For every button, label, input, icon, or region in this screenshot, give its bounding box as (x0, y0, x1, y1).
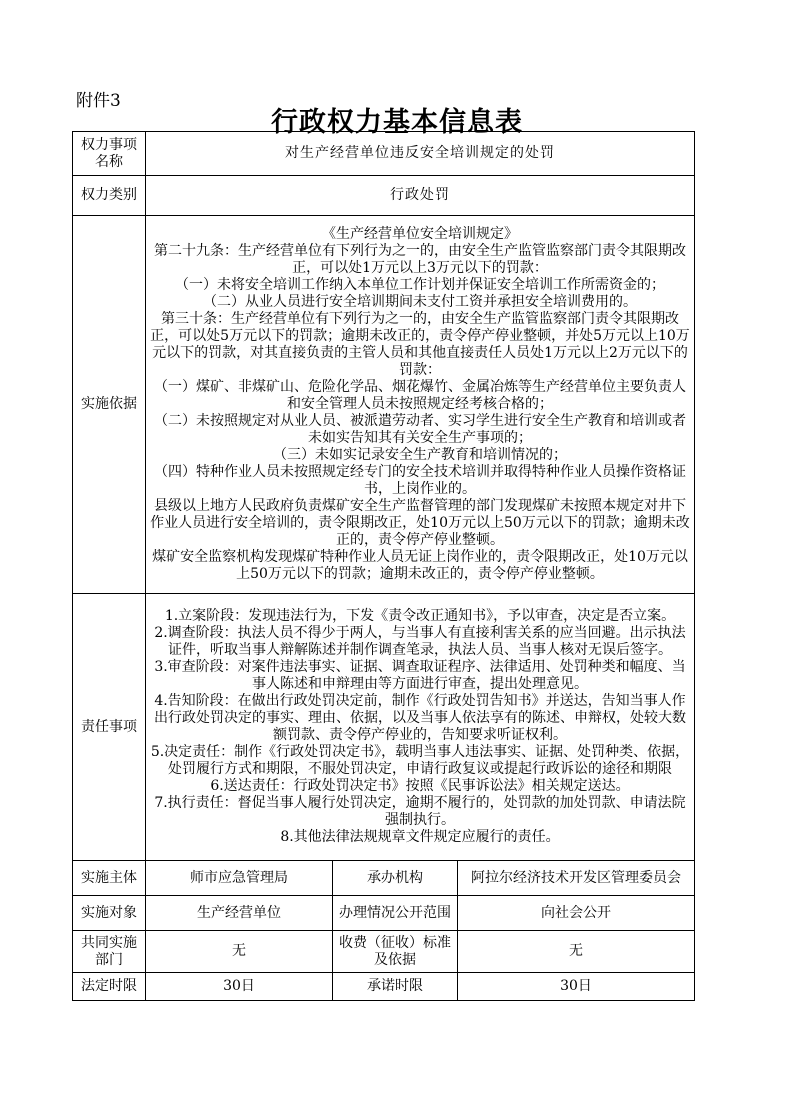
responsibility-paragraph: 1.立案阶段：发现违法行为，下发《责令改正通知书》，予以审查，决定是否立案。 (164, 608, 676, 624)
target-label: 实施对象 (73, 896, 146, 931)
basis-paragraph: 煤矿安全监察机构发现煤矿特种作业人员无证上岗作业的，责令限期改正，处10万元以上50万元以下的罚款；逾期未改正的，责令停产停业整顿。 (152, 549, 688, 582)
row-item-name (73, 132, 695, 176)
row-category (73, 176, 695, 216)
basis-paragraph: （三）未如实记录安全生产教育和培训情况的； (273, 447, 567, 463)
fee-value: 无 (458, 931, 695, 973)
item-name-value: 对生产经营单位违反安全培训规定的处罚 (146, 132, 695, 176)
attachment-label: 附件3 (76, 91, 121, 111)
disclosure-value: 向社会公开 (458, 896, 695, 931)
basis-paragraph: 县级以上地方人民政府负责煤矿安全生产监督管理的部门发现煤矿未按照本规定对井下作业人员进行安全培训的，责令限期改正，处10万元以上50万元以下的罚款；逾期未改正的，责令停产停业整顿。 (150, 498, 690, 548)
responsibility-paragraph: 2.调查阶段：执法人员不得少于两人，与当事人有直接利害关系的应当回避。出示执法证件，听取当事人辩解陈述并制作调查笔录，执法人员、当事人核对无误后签字。 (154, 625, 686, 658)
responsibility-paragraph: 6.送达责任：行政处罚决定书》按照《民事诉讼法》相关规定送达。 (210, 778, 630, 794)
subject-label: 实施主体 (73, 861, 146, 896)
responsibility-label: 责任事项 (73, 594, 146, 861)
agency-label: 承办机构 (333, 861, 458, 896)
row-joint (73, 931, 695, 973)
row-subject (73, 861, 695, 896)
item-name-label: 权力事项名称 (73, 132, 146, 176)
category-label: 权力类别 (73, 176, 146, 216)
basis-paragraph: （二）从业人员进行安全培训期间未支付工资并承担安全培训费用的。 (203, 294, 637, 310)
responsibility-paragraph: 8.其他法律法规规章文件规定应履行的责任。 (280, 829, 560, 845)
info-table (72, 131, 695, 1001)
basis-label: 实施依据 (73, 216, 146, 594)
responsibility-paragraph: 5.决定责任：制作《行政处罚决定书》，载明当事人违法事实、证据、处罚种类、依据，处罚履行方式和期限，不服处罚决定，申请行政复议或提起行政诉讼的途径和期限 (150, 744, 690, 777)
fee-label: 收费（征收）标准及依据 (333, 931, 458, 973)
basis-paragraph: 第三十条：生产经营单位有下列行为之一的，由安全生产监管监察部门责令其限期改正，可以处5万元以下的罚款；逾期未改正的，责令停产停业整顿，并处5万元以上10万元以下的罚款，对其直接负责的主管人员和其他直接责任人员处1万元以上2万元以下的罚款： (150, 311, 690, 378)
basis-paragraph: （一）未将安全培训工作纳入本单位工作计划并保证安全培训工作所需资金的； (175, 277, 665, 293)
promised-time-label: 承诺时限 (333, 973, 458, 1001)
page-title: 行政权力基本信息表 (271, 107, 523, 138)
basis-paragraph: （二）未按照规定对从业人员、被派遣劳动者、实习学生进行安全生产教育和培训或者未如实告知其有关安全生产事项的； (154, 413, 686, 446)
legal-time-label: 法定时限 (73, 973, 146, 1001)
responsibility-paragraph: 4.告知阶段：在做出行政处罚决定前，制作《行政处罚告知书》并送达，告知当事人作出行政处罚决定的事实、理由、依据，以及当事人依法享有的陈述、申辩权，处较大数额罚款、责令停产停业的，告知要求听证权利。 (154, 693, 686, 743)
responsibility-text (146, 594, 695, 861)
responsibility-paragraph: 3.审查阶段：对案件违法事实、证据、调查取证程序、法律适用、处罚种类和幅度、当事人陈述和申辩理由等方面进行审查，提出处理意见。 (154, 659, 686, 692)
disclosure-label: 办理情况公开范围 (333, 896, 458, 931)
joint-value: 无 (146, 931, 333, 973)
legal-time-value: 30日 (146, 973, 333, 1001)
row-time (73, 973, 695, 1001)
row-target (73, 896, 695, 931)
basis-paragraph: 第二十九条：生产经营单位有下列行为之一的，由安全生产监管监察部门责令其限期改正，可以处1万元以上3万元以下的罚款： (154, 243, 686, 276)
target-value: 生产经营单位 (146, 896, 333, 931)
basis-paragraph: 《生产经营单位安全培训规定》 (322, 226, 518, 242)
promised-time-value: 30日 (458, 973, 695, 1001)
category-value: 行政处罚 (146, 176, 695, 216)
row-responsibility (73, 594, 695, 861)
basis-text (146, 216, 695, 594)
responsibility-paragraph: 7.执行责任：督促当事人履行处罚决定，逾期不履行的，处罚款的加处罚款、申请法院强制执行。 (154, 795, 686, 828)
basis-paragraph: （四）特种作业人员未按照规定经专门的安全技术培训并取得特种作业人员操作资格证书，上岗作业的。 (154, 464, 686, 497)
row-basis (73, 216, 695, 594)
joint-label: 共同实施部门 (73, 931, 146, 973)
basis-paragraph: （一）煤矿、非煤矿山、危险化学品、烟花爆竹、金属冶炼等生产经营单位主要负责人和安全管理人员未按照规定经考核合格的； (154, 379, 686, 412)
subject-value: 师市应急管理局 (146, 861, 333, 896)
agency-value: 阿拉尔经济技术开发区管理委员会 (458, 861, 695, 896)
